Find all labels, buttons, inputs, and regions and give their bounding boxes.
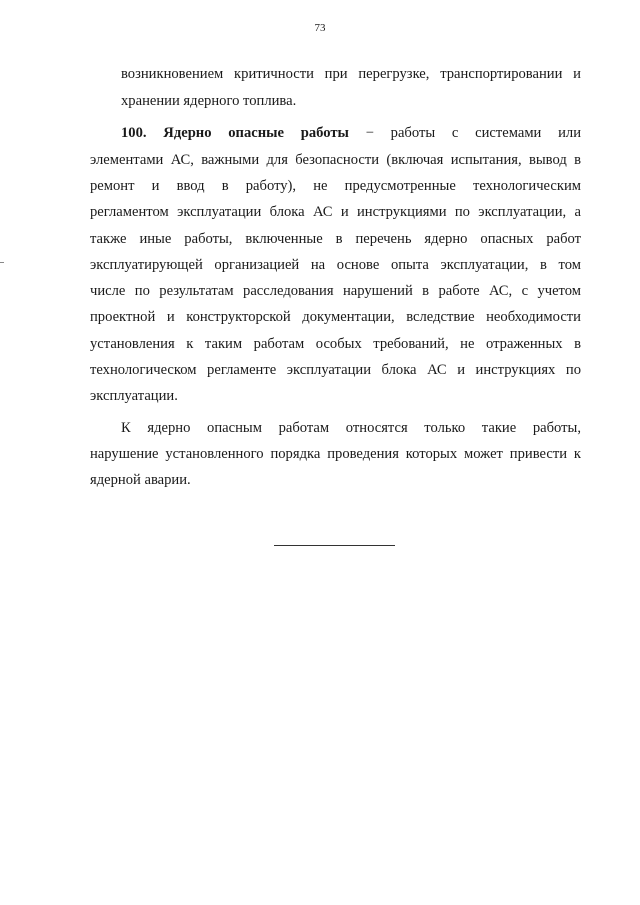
item-100-line: технологическом регламенте эксплуатации блока АС и инструкциях по bbox=[90, 362, 581, 378]
item-100-term: Ядерно опасные работы bbox=[163, 125, 349, 141]
item-100-line: регламентом эксплуатации блока АС и инструкциями по эксплуатации, а bbox=[90, 204, 581, 220]
item-100-line: числе по результатам расследования нарушений в работе АС, с учетом bbox=[90, 283, 581, 299]
item-100-definition-start: − работы с системами или bbox=[365, 125, 582, 141]
item-100-line: установления к таким работам особых требований, не отраженных в bbox=[90, 336, 581, 352]
item-100-line: также иные работы, включенные в перечень ядерно опасных работ bbox=[90, 231, 581, 247]
margin-mark bbox=[0, 262, 4, 263]
item-100-line: эксплуатирующей организацией на основе опыта эксплуатации, в том bbox=[90, 257, 581, 273]
item-100-number: 100. bbox=[121, 125, 147, 141]
paragraph-2-line-1: К ядерно опасным работам относятся только такие работы, bbox=[121, 420, 581, 436]
end-divider bbox=[274, 545, 395, 546]
item-100-line: элементами АС, важными для безопасности (включая испытания, вывод в bbox=[90, 152, 581, 168]
item-100-line: ремонт и ввод в работу), не предусмотренные технологическим bbox=[90, 178, 581, 194]
item-100-first-line bbox=[121, 123, 581, 143]
paragraph-2-line-3: ядерной аварии. bbox=[90, 472, 191, 488]
continuation-line-1: возникновением критичности при перегрузке, транспортировании и bbox=[121, 66, 581, 82]
page-number: 73 bbox=[314, 22, 326, 34]
continuation-line-2: хранении ядерного топлива. bbox=[121, 93, 297, 109]
item-100-line: проектной и конструкторской документации, вследствие необходимости bbox=[90, 309, 581, 325]
paragraph-2-line-2: нарушение установленного порядка проведения которых может привести к bbox=[90, 446, 581, 462]
item-100-last-line: эксплуатации. bbox=[90, 388, 178, 404]
